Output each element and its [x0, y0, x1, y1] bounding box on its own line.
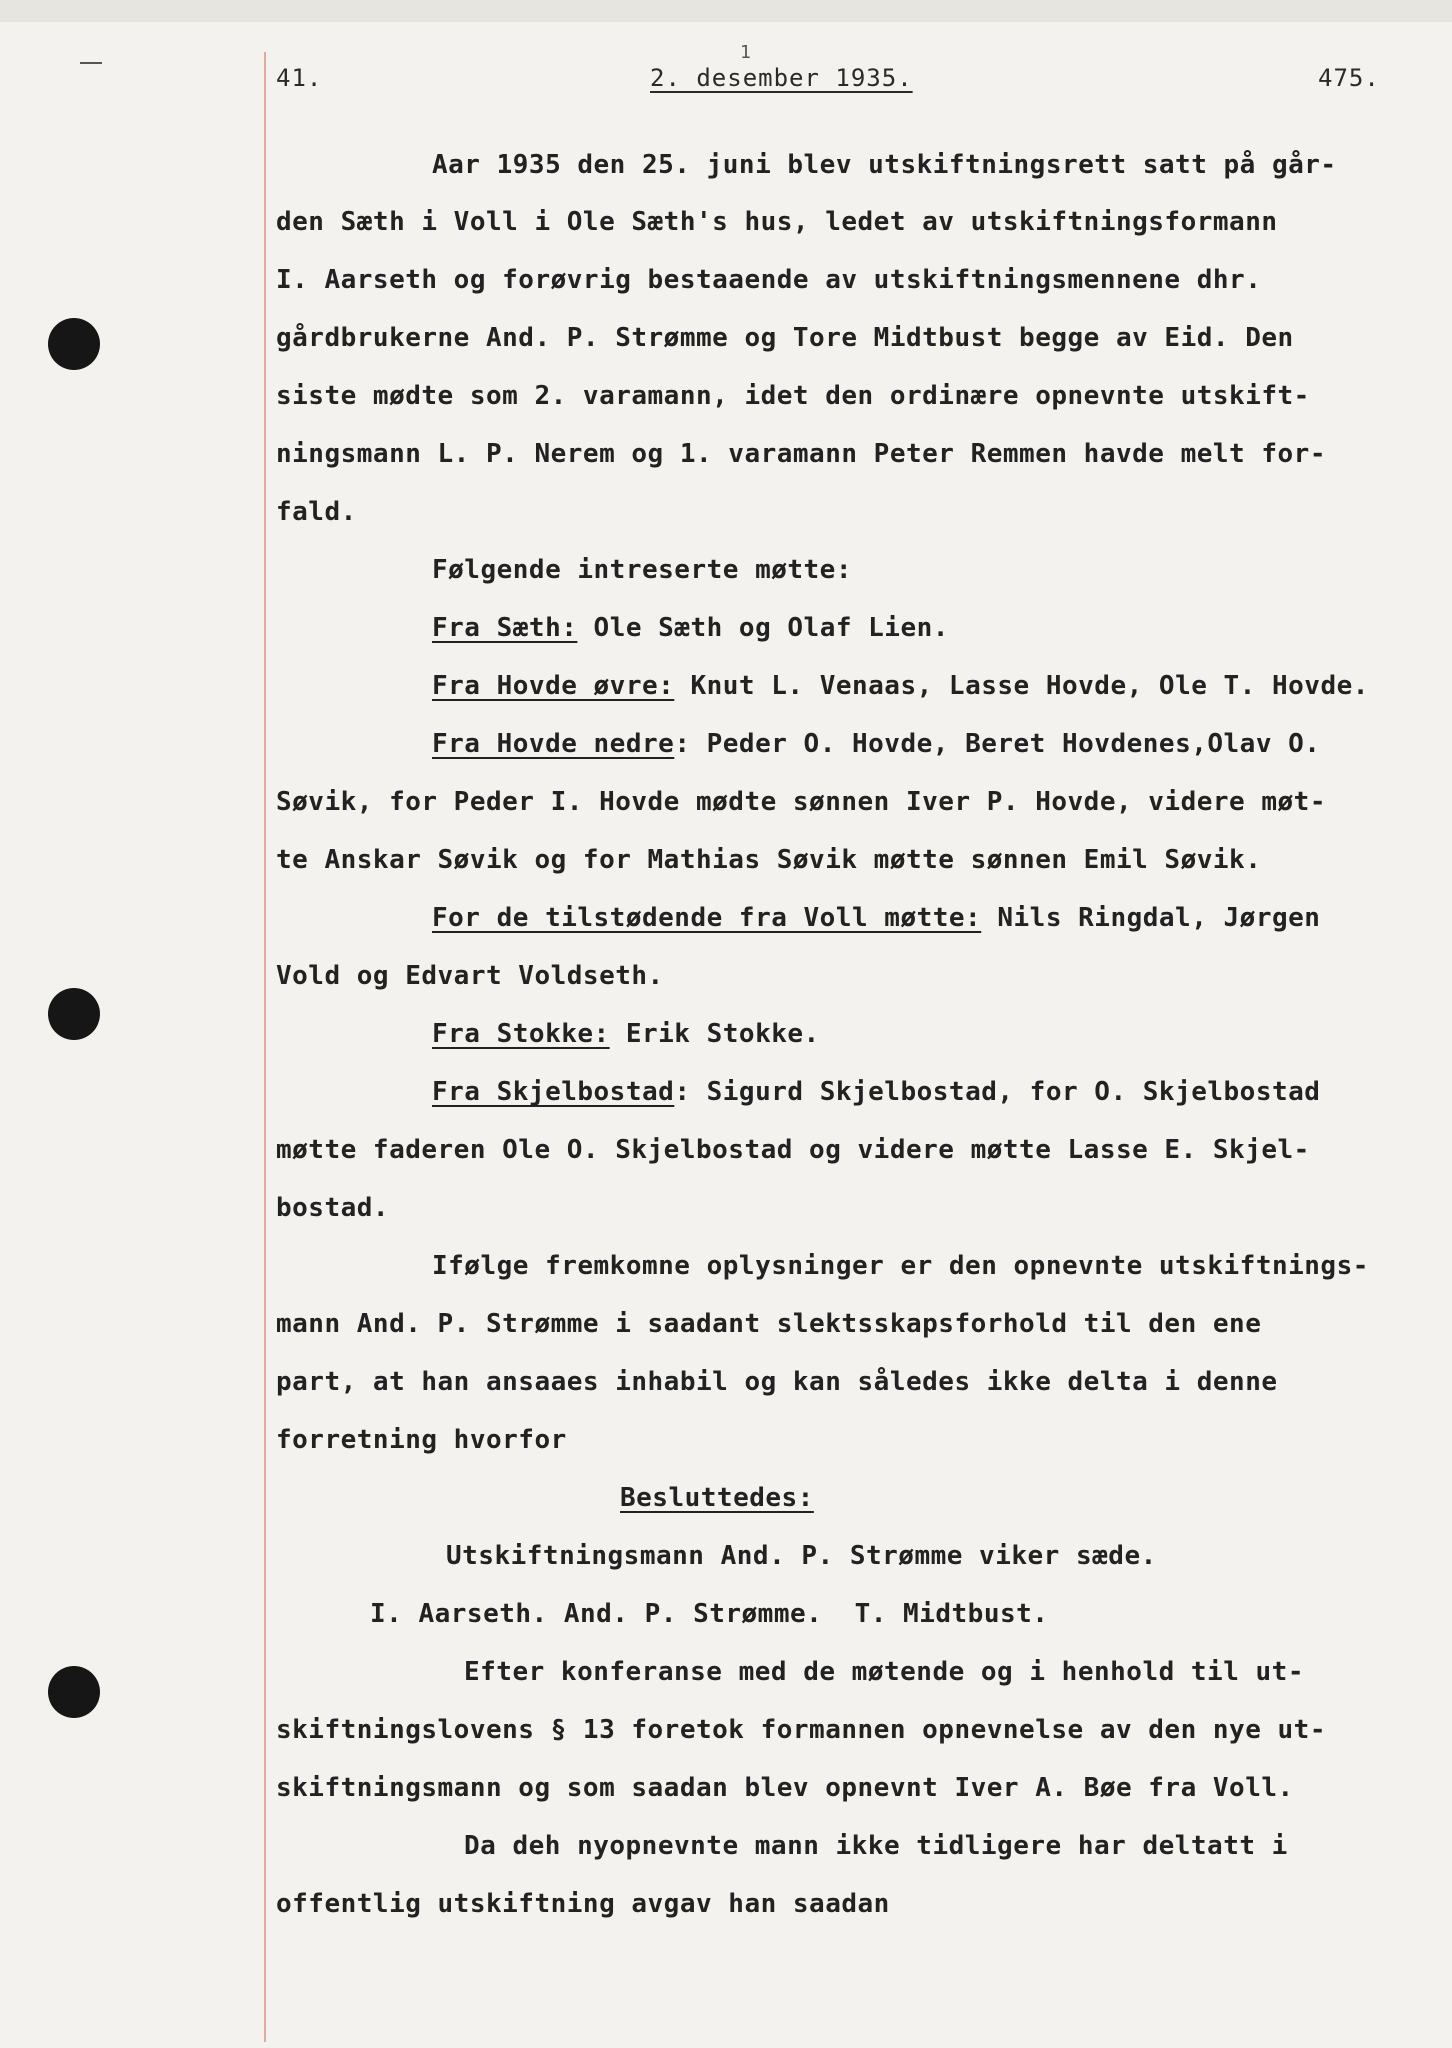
line-text: forretning hvorfor: [276, 1425, 567, 1455]
text-line: [276, 439, 1326, 469]
underlined-heading: Fra Stokke:: [432, 1019, 610, 1049]
text-line: [432, 903, 1320, 933]
text-line: [432, 1077, 1320, 1107]
text-line: [370, 1599, 1048, 1629]
text-line: [276, 845, 1261, 875]
text-line: [432, 555, 852, 585]
line-text: ningsmann L. P. Nerem og 1. varamann Peter Remmen havde melt for-: [276, 439, 1326, 469]
line-text: Ifølge fremkomne oplysninger er den opnevnte utskiftnings-: [432, 1251, 1369, 1281]
text-line: [276, 265, 1261, 295]
line-text: skiftningsmann og som saadan blev opnevnt Iver A. Bøe fra Voll.: [276, 1773, 1294, 1803]
line-text: Nils Ringdal, Jørgen: [981, 903, 1321, 933]
line-text: Knut L. Venaas, Lasse Hovde, Ole T. Hovde.: [674, 671, 1369, 701]
line-text: I. Aarseth og forøvrig bestaaende av utskiftningsmennene dhr.: [276, 265, 1262, 295]
line-text: Utskiftningsmann And. P. Strømme viker sæde.: [446, 1541, 1157, 1571]
underlined-heading: Besluttedes:: [620, 1483, 814, 1513]
underlined-heading: For de tilstødende fra Voll møtte:: [432, 903, 982, 933]
line-text: te Anskar Søvik og for Mathias Søvik møtte sønnen Emil Søvik.: [276, 845, 1262, 875]
text-line: [276, 1773, 1294, 1803]
line-text: Efter konferanse med de møtende og i henhold til ut-: [464, 1657, 1304, 1687]
text-line: [276, 1367, 1278, 1397]
margin-rule: [264, 52, 266, 2042]
page-top-edge: [0, 0, 1452, 22]
line-text: offentlig utskiftning avgav han saadan: [276, 1889, 890, 1919]
underlined-heading: Fra Sæth:: [432, 613, 578, 643]
line-text: gårdbrukerne And. P. Strømme og Tore Midtbust begge av Eid. Den: [276, 323, 1294, 353]
underlined-heading: Fra Hovde øvre:: [432, 671, 675, 701]
line-text: : Peder O. Hovde, Beret Hovdenes,Olav O.: [674, 729, 1321, 759]
line-text: skiftningslovens § 13 foretok formannen opnevnelse av den nye ut-: [276, 1715, 1326, 1745]
text-line: [464, 1831, 1288, 1861]
text-line: [276, 961, 664, 991]
text-line: [276, 1309, 1261, 1339]
line-text: siste mødte som 2. varamann, idet den ordinære opnevnte utskift-: [276, 381, 1310, 411]
line-text: Vold og Edvart Voldseth.: [276, 961, 664, 991]
page-marker: 1: [740, 42, 751, 63]
page-number: 475.: [1318, 64, 1380, 92]
text-line: [432, 1019, 820, 1049]
text-line: [276, 787, 1326, 817]
text-line: [276, 1193, 389, 1223]
punch-hole-1: [48, 318, 100, 370]
line-text: Søvik, for Peder I. Hovde mødte sønnen Iver P. Hovde, videre møt-: [276, 787, 1326, 817]
line-text: den Sæth i Voll i Ole Sæth's hus, ledet av utskiftningsformann: [276, 207, 1278, 237]
page-date: 2. desember 1935.: [650, 64, 913, 92]
underlined-heading: Fra Skjelbostad: [432, 1077, 675, 1107]
line-text: fald.: [276, 497, 357, 527]
punch-hole-3: [48, 1666, 100, 1718]
text-line: [276, 1135, 1310, 1165]
line-text: Da deh nyopnevnte mann ikke tidligere har deltatt i: [464, 1831, 1288, 1861]
margin-dash: [80, 62, 102, 64]
text-line: [446, 1541, 1157, 1571]
text-line: [276, 497, 357, 527]
text-line: [620, 1483, 814, 1513]
line-text: part, at han ansaaes inhabil og kan således ikke delta i denne: [276, 1367, 1278, 1397]
text-line: [432, 671, 1369, 701]
line-text: Følgende intreserte møtte:: [432, 555, 852, 585]
folio-number: 41.: [276, 64, 323, 92]
text-line: [276, 1425, 567, 1455]
line-text: Ole Sæth og Olaf Lien.: [577, 613, 949, 643]
text-line: [276, 1715, 1326, 1745]
text-line: [276, 381, 1310, 411]
punch-hole-2: [48, 988, 100, 1040]
text-line: [276, 1889, 890, 1919]
text-line: [432, 613, 949, 643]
line-text: Erik Stokke.: [609, 1019, 820, 1049]
line-text: I. Aarseth. And. P. Strømme. T. Midtbust.: [370, 1599, 1049, 1629]
line-text: bostad.: [276, 1193, 390, 1223]
text-line: [276, 207, 1278, 237]
underlined-heading: Fra Hovde nedre: [432, 729, 675, 759]
line-text: : Sigurd Skjelbostad, for O. Skjelbostad: [674, 1077, 1321, 1107]
text-line: [464, 1657, 1304, 1687]
line-text: Aar 1935 den 25. juni blev utskiftningsrett satt på går-: [432, 150, 1337, 180]
text-line: [276, 323, 1294, 353]
text-line: [432, 150, 1337, 180]
text-line: [432, 1251, 1369, 1281]
line-text: mann And. P. Strømme i saadant slektsskapsforhold til den ene: [276, 1309, 1262, 1339]
text-line: [432, 729, 1320, 759]
line-text: møtte faderen Ole O. Skjelbostad og videre møtte Lasse E. Skjel-: [276, 1135, 1310, 1165]
